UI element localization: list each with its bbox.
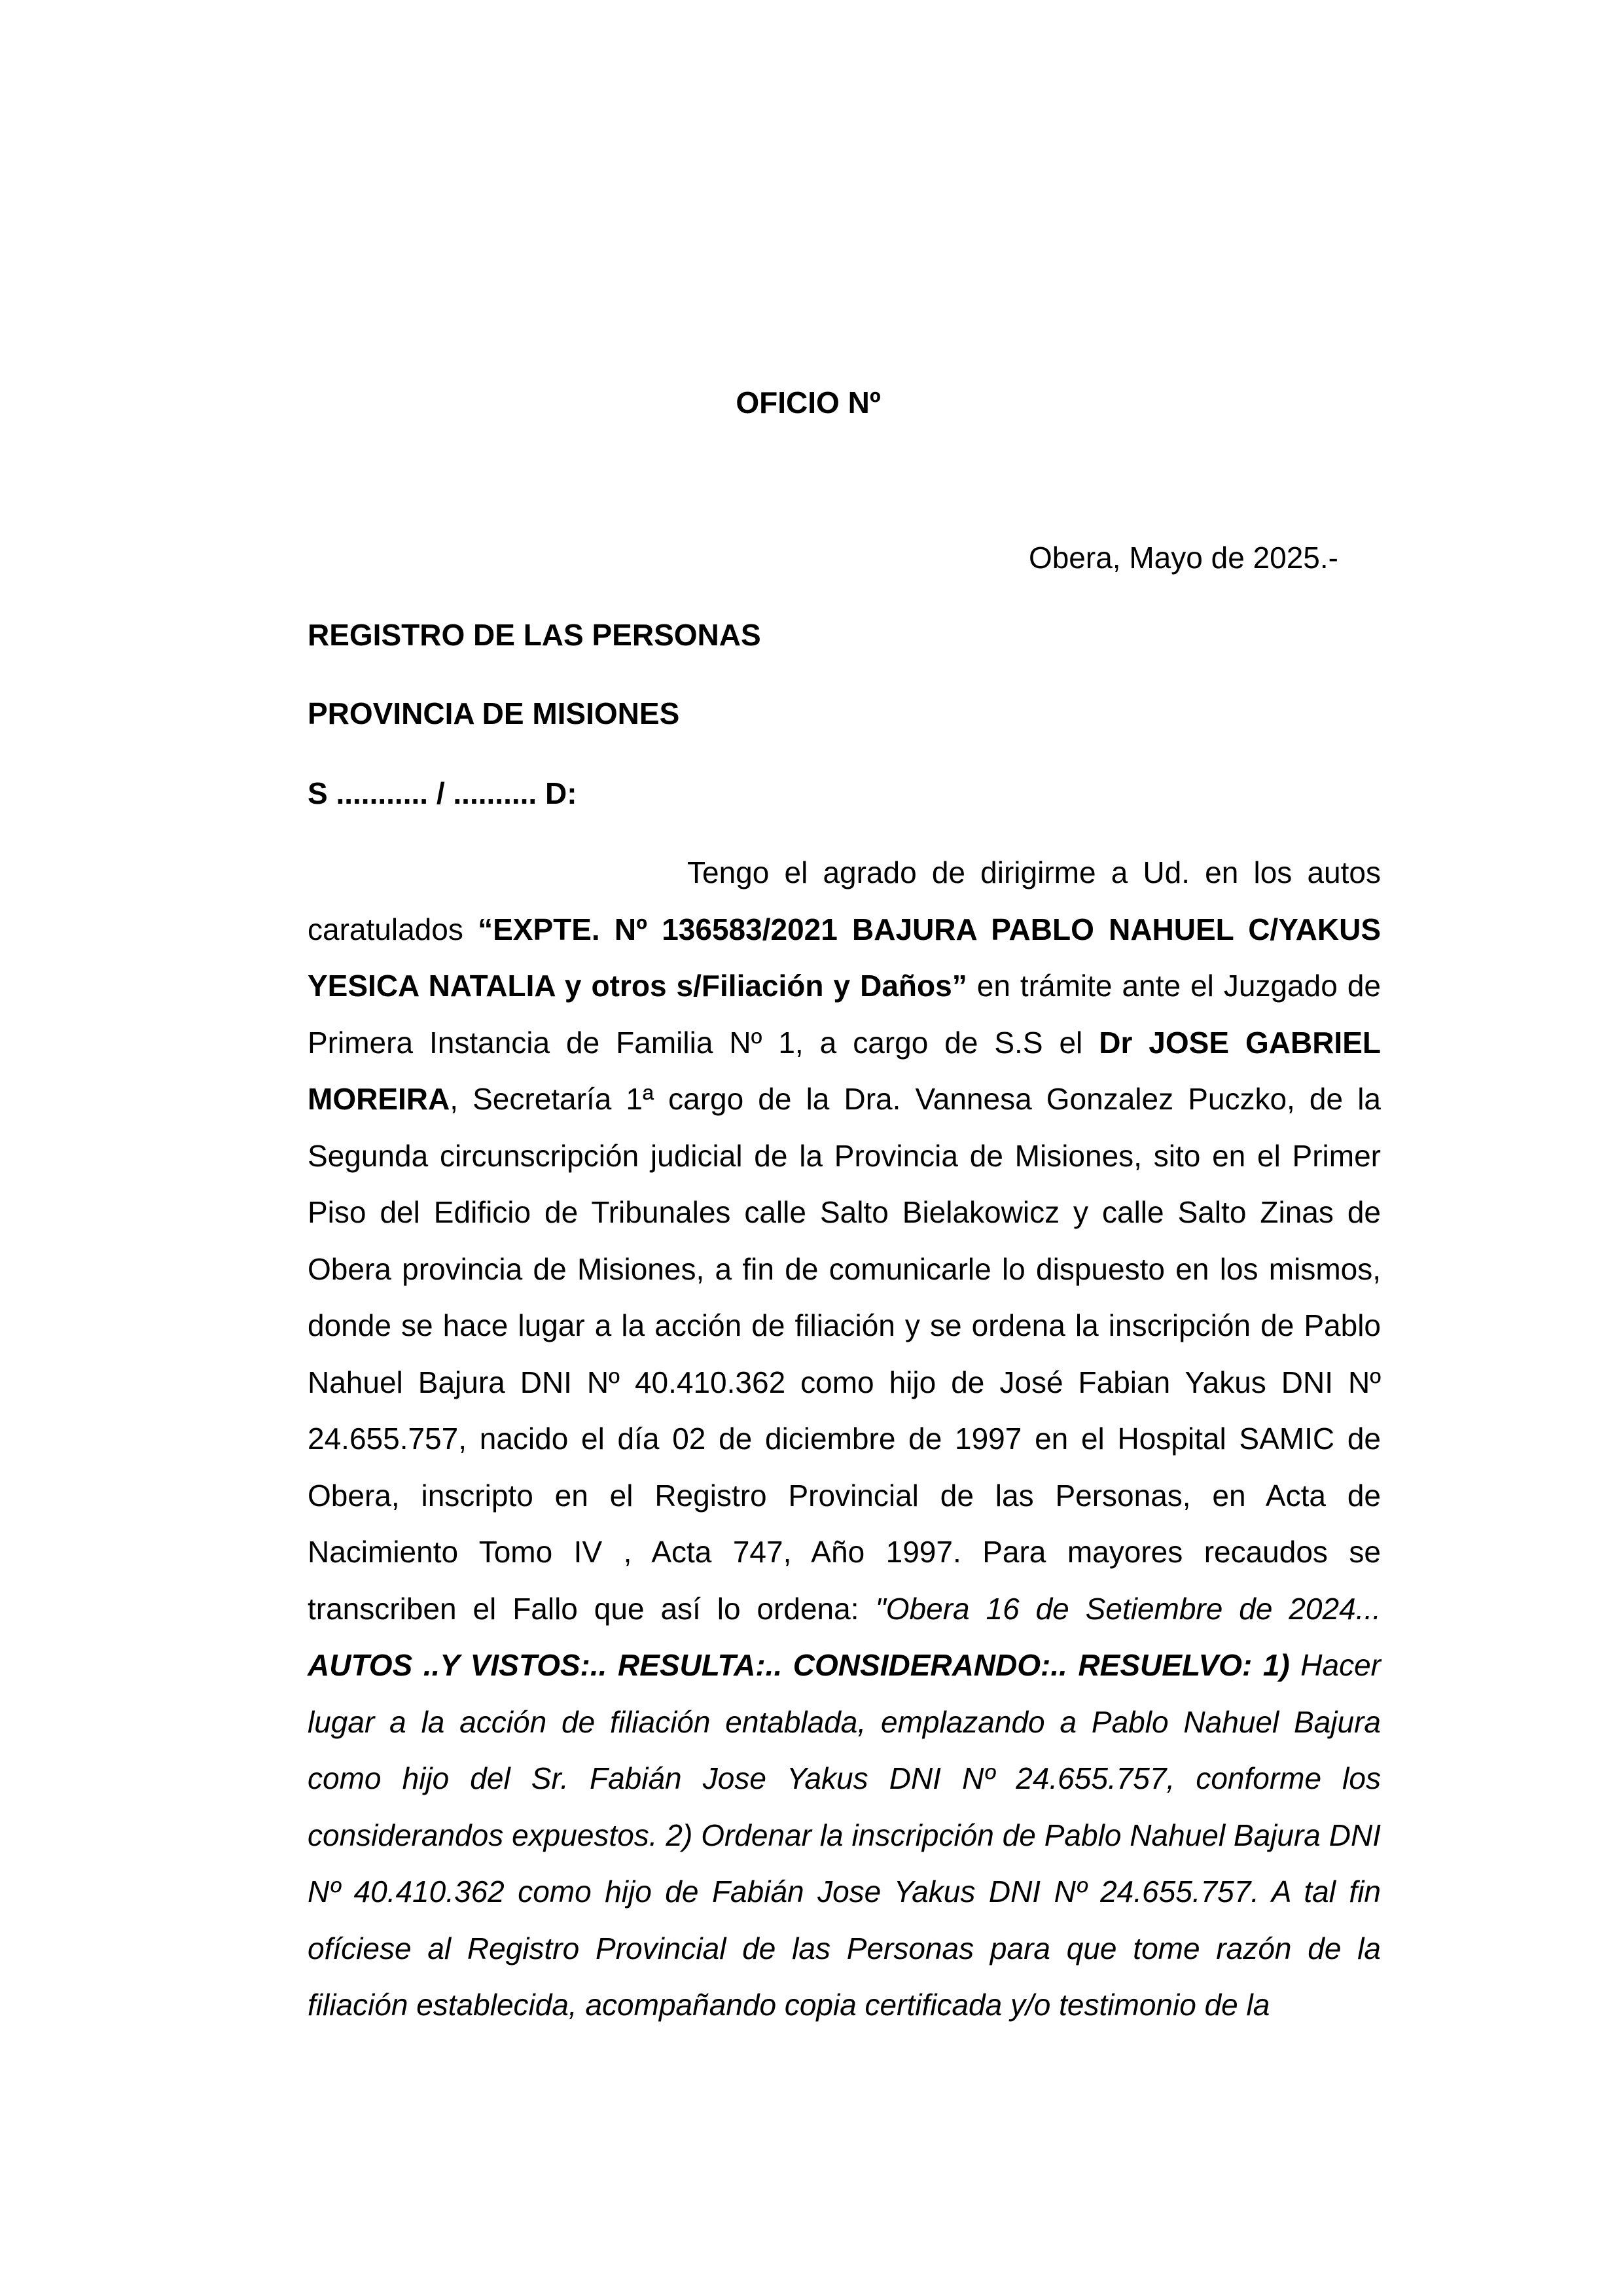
judge-name: Dr JOSE GABRIEL MOREIRA (308, 1025, 1381, 1116)
addressee-line-2: PROVINCIA DE MISIONES (308, 696, 680, 730)
body-text-details: , Secretaría 1ª cargo de la Dra. Vannesa Gonzalez Puczko, de la Segunda circunscripción judicial de la Provincia de Misiones, sito en el Primer Piso del Edificio de Tribunales calle Salto Bielakowicz y calle Salto Zinas de Obera provincia de Misiones, a fin de comunicarle lo dispuesto en los mismos, donde se hace lugar a la acción de filiación y se ordena la inscripción de Pablo Nahuel Bajura DNI Nº 40.410.362 como hijo de José Fabian Yakus DNI Nº 24.655.757, nacido el día 02 de diciembre de 1997 en el Hospital SAMIC de Obera, inscripto en el Registro Provincial de las Personas, en Acta de Nacimiento Tomo IV , Acta 747, Año 1997. Para mayores recaudos se transcriben el Fallo que así lo ordena: (308, 1082, 1381, 1626)
addressee-line-1: REGISTRO DE LAS PERSONAS (308, 618, 761, 652)
ruling-quote-body: Hacer lugar a la acción de filiación entablada, emplazando a Pablo Nahuel Bajura como hijo del Sr. Fabián Jose Yakus DNI Nº 24.655.757, conforme los considerandos expuestos. 2) Ordenar la inscripción de Pablo Nahuel Bajura DNI Nº 40.410.362 como hijo de Fabián Jose Yakus DNI Nº 24.655.757. A tal fin ofíciese al Registro Provincial de las Personas para que tome razón de la filiación establecida, acompañando copia certificada y/o testimonio de la (308, 1648, 1381, 2022)
body-text-court: en trámite ante el Juzgado de Primera Instancia de Familia Nº 1, a cargo de S.S el (308, 969, 1381, 1060)
body-paragraph (308, 844, 1381, 2034)
document-title: OFICIO Nº (736, 386, 881, 420)
case-title: “EXPTE. Nº 136583/2021 BAJURA PABLO NAHUEL C/YAKUS YESICA NATALIA y otros s/Filiación y Daños” (308, 912, 1381, 1003)
body-text-intro: Tengo el agrado de dirigirme a Ud. en los autos caratulados (308, 855, 1381, 946)
date-line: Obera, Mayo de 2025.- (1028, 541, 1338, 575)
ruling-quote-headings: AUTOS ..Y VISTOS:.. RESULTA:.. CONSIDERANDO:.. RESUELVO: 1) (308, 1648, 1290, 1682)
addressee-line-3: S ........... / .......... D: (308, 776, 577, 810)
ruling-quote-intro: "Obera 16 de Setiembre de 2024... (875, 1591, 1382, 1626)
